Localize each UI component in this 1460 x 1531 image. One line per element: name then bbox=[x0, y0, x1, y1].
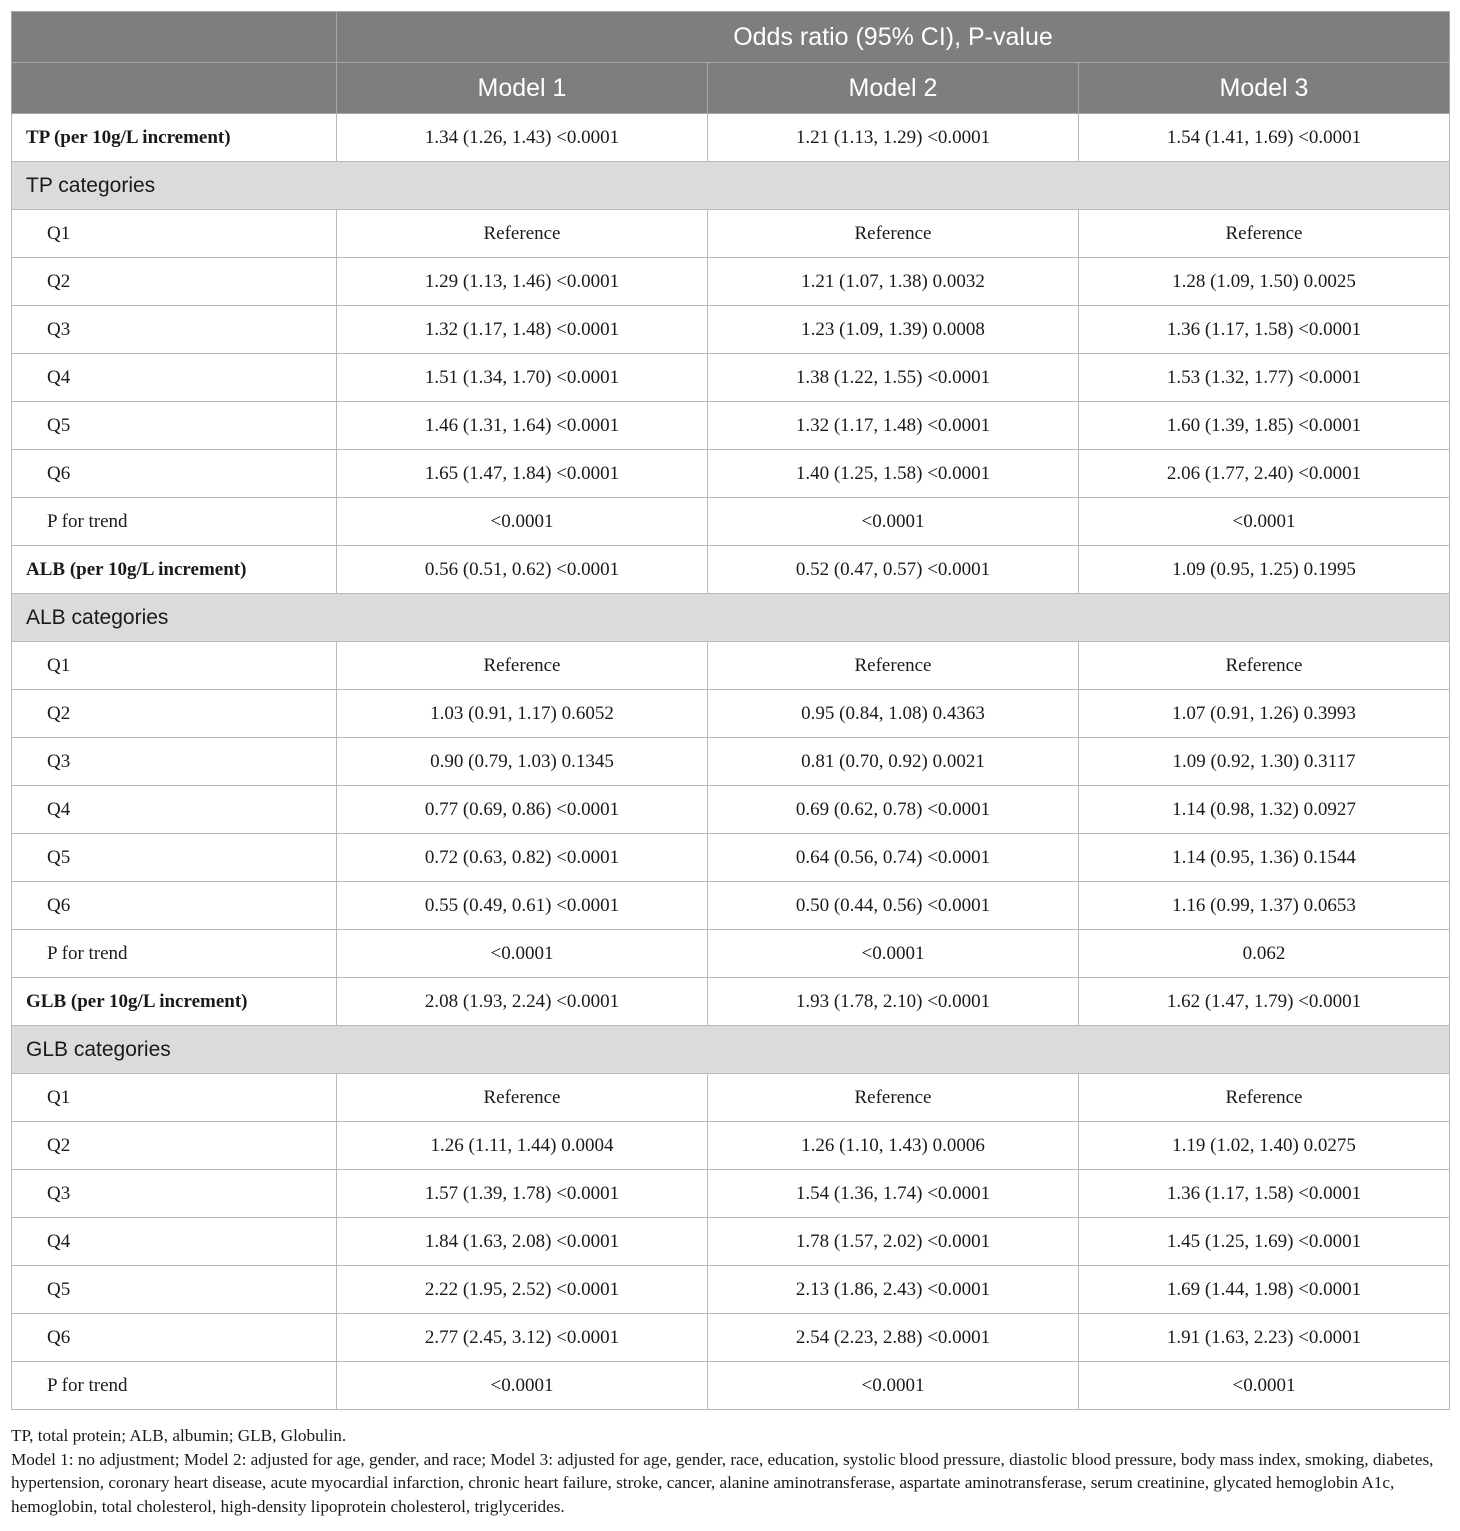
model-3-value: 1.16 (0.99, 1.37) 0.0653 bbox=[1079, 882, 1450, 930]
table-row bbox=[12, 1314, 1450, 1362]
model-1-value: <0.0001 bbox=[337, 1362, 708, 1410]
model-3-value: 1.07 (0.91, 1.26) 0.3993 bbox=[1079, 690, 1450, 738]
model-3-value: Reference bbox=[1079, 210, 1450, 258]
model-3-value: 2.06 (1.77, 2.40) <0.0001 bbox=[1079, 450, 1450, 498]
section-label: TP categories bbox=[12, 162, 1450, 210]
table-row bbox=[12, 1122, 1450, 1170]
model-2-value: 1.23 (1.09, 1.39) 0.0008 bbox=[708, 306, 1079, 354]
row-label: Q5 bbox=[12, 402, 337, 450]
header-row-models bbox=[12, 63, 1450, 114]
section-label: GLB categories bbox=[12, 1026, 1450, 1074]
row-label: ALB (per 10g/L increment) bbox=[12, 546, 337, 594]
model-1-value: 2.22 (1.95, 2.52) <0.0001 bbox=[337, 1266, 708, 1314]
model-1-value: 1.34 (1.26, 1.43) <0.0001 bbox=[337, 114, 708, 162]
footnote-models: Model 1: no adjustment; Model 2: adjusted for age, gender, and race; Model 3: adjusted for age, gender, race, education, systolic blood pressure, diastolic blood pressure, body mass index, smoking, diabetes, hypertension, coronary heart disease, acute myocardial infarction, chronic heart failure, stroke, cancer, alanine aminotransferase, aspartate aminotransferase, serum creatinine, glycated hemoglobin A1c, hemoglobin, total cholesterol, high-density lipoprotein cholesterol, triglycerides. bbox=[11, 1449, 1434, 1516]
table-row bbox=[12, 738, 1450, 786]
footnote-abbreviations: TP, total protein; ALB, albumin; GLB, Globulin. bbox=[11, 1426, 347, 1445]
model-1-value: 1.46 (1.31, 1.64) <0.0001 bbox=[337, 402, 708, 450]
model-2-value: <0.0001 bbox=[708, 1362, 1079, 1410]
table-row bbox=[12, 354, 1450, 402]
row-label: Q2 bbox=[12, 690, 337, 738]
results-table-container bbox=[11, 11, 1449, 1410]
model-3-value: 1.28 (1.09, 1.50) 0.0025 bbox=[1079, 258, 1450, 306]
model-2-value: 1.32 (1.17, 1.48) <0.0001 bbox=[708, 402, 1079, 450]
model-3-value: 1.45 (1.25, 1.69) <0.0001 bbox=[1079, 1218, 1450, 1266]
model-1-value: 0.90 (0.79, 1.03) 0.1345 bbox=[337, 738, 708, 786]
row-label: P for trend bbox=[12, 930, 337, 978]
model-1-value: 1.57 (1.39, 1.78) <0.0001 bbox=[337, 1170, 708, 1218]
row-label: P for trend bbox=[12, 498, 337, 546]
table-footnotes bbox=[11, 1424, 1449, 1518]
model-2-value: 1.54 (1.36, 1.74) <0.0001 bbox=[708, 1170, 1079, 1218]
model-1-value: Reference bbox=[337, 1074, 708, 1122]
model-1-value: 2.08 (1.93, 2.24) <0.0001 bbox=[337, 978, 708, 1026]
model-2-value: Reference bbox=[708, 642, 1079, 690]
header-blank-cell bbox=[12, 12, 337, 63]
row-label: GLB (per 10g/L increment) bbox=[12, 978, 337, 1026]
row-label: Q2 bbox=[12, 1122, 337, 1170]
row-label: P for trend bbox=[12, 1362, 337, 1410]
section-header-row bbox=[12, 162, 1450, 210]
model-3-value: 1.19 (1.02, 1.40) 0.0275 bbox=[1079, 1122, 1450, 1170]
row-label: Q6 bbox=[12, 1314, 337, 1362]
model-3-value: <0.0001 bbox=[1079, 1362, 1450, 1410]
section-header-row bbox=[12, 1026, 1450, 1074]
model-2-value: 2.13 (1.86, 2.43) <0.0001 bbox=[708, 1266, 1079, 1314]
row-label: Q1 bbox=[12, 1074, 337, 1122]
model-3-value: 1.60 (1.39, 1.85) <0.0001 bbox=[1079, 402, 1450, 450]
row-label: Q6 bbox=[12, 450, 337, 498]
header-model-1: Model 1 bbox=[337, 63, 708, 114]
model-2-value: 1.38 (1.22, 1.55) <0.0001 bbox=[708, 354, 1079, 402]
table-row bbox=[12, 306, 1450, 354]
table-row bbox=[12, 786, 1450, 834]
model-1-value: 1.84 (1.63, 2.08) <0.0001 bbox=[337, 1218, 708, 1266]
model-3-value: Reference bbox=[1079, 1074, 1450, 1122]
summary-row bbox=[12, 978, 1450, 1026]
model-2-value: 1.21 (1.07, 1.38) 0.0032 bbox=[708, 258, 1079, 306]
header-blank-cell bbox=[12, 63, 337, 114]
table-row bbox=[12, 258, 1450, 306]
model-2-value: Reference bbox=[708, 1074, 1079, 1122]
table-row bbox=[12, 402, 1450, 450]
table-row bbox=[12, 498, 1450, 546]
model-1-value: 0.55 (0.49, 0.61) <0.0001 bbox=[337, 882, 708, 930]
model-1-value: 0.72 (0.63, 0.82) <0.0001 bbox=[337, 834, 708, 882]
table-header bbox=[12, 12, 1450, 114]
row-label: Q5 bbox=[12, 1266, 337, 1314]
table-row bbox=[12, 1218, 1450, 1266]
table-row bbox=[12, 690, 1450, 738]
row-label: Q3 bbox=[12, 738, 337, 786]
table-row bbox=[12, 1170, 1450, 1218]
model-2-value: 0.81 (0.70, 0.92) 0.0021 bbox=[708, 738, 1079, 786]
model-2-value: 0.64 (0.56, 0.74) <0.0001 bbox=[708, 834, 1079, 882]
row-label: Q6 bbox=[12, 882, 337, 930]
table-row bbox=[12, 1074, 1450, 1122]
model-1-value: 1.32 (1.17, 1.48) <0.0001 bbox=[337, 306, 708, 354]
table-row bbox=[12, 642, 1450, 690]
odds-ratio-table bbox=[11, 11, 1450, 1410]
model-2-value: 1.93 (1.78, 2.10) <0.0001 bbox=[708, 978, 1079, 1026]
row-label: Q3 bbox=[12, 306, 337, 354]
model-3-value: 1.14 (0.95, 1.36) 0.1544 bbox=[1079, 834, 1450, 882]
table-body bbox=[12, 114, 1450, 1410]
model-3-value: 1.09 (0.95, 1.25) 0.1995 bbox=[1079, 546, 1450, 594]
model-1-value: 1.03 (0.91, 1.17) 0.6052 bbox=[337, 690, 708, 738]
header-row-group bbox=[12, 12, 1450, 63]
model-3-value: 1.14 (0.98, 1.32) 0.0927 bbox=[1079, 786, 1450, 834]
summary-row bbox=[12, 546, 1450, 594]
row-label: Q5 bbox=[12, 834, 337, 882]
row-label: Q4 bbox=[12, 1218, 337, 1266]
model-3-value: 1.36 (1.17, 1.58) <0.0001 bbox=[1079, 306, 1450, 354]
model-2-value: 1.40 (1.25, 1.58) <0.0001 bbox=[708, 450, 1079, 498]
table-row bbox=[12, 210, 1450, 258]
model-1-value: 0.56 (0.51, 0.62) <0.0001 bbox=[337, 546, 708, 594]
section-label: ALB categories bbox=[12, 594, 1450, 642]
model-2-value: 1.21 (1.13, 1.29) <0.0001 bbox=[708, 114, 1079, 162]
row-label: Q2 bbox=[12, 258, 337, 306]
model-3-value: 1.69 (1.44, 1.98) <0.0001 bbox=[1079, 1266, 1450, 1314]
model-3-value: 1.54 (1.41, 1.69) <0.0001 bbox=[1079, 114, 1450, 162]
model-1-value: 0.77 (0.69, 0.86) <0.0001 bbox=[337, 786, 708, 834]
model-1-value: <0.0001 bbox=[337, 498, 708, 546]
model-3-value: 1.91 (1.63, 2.23) <0.0001 bbox=[1079, 1314, 1450, 1362]
model-2-value: <0.0001 bbox=[708, 930, 1079, 978]
table-row bbox=[12, 450, 1450, 498]
model-3-value: 1.53 (1.32, 1.77) <0.0001 bbox=[1079, 354, 1450, 402]
model-1-value: 1.26 (1.11, 1.44) 0.0004 bbox=[337, 1122, 708, 1170]
table-row bbox=[12, 1362, 1450, 1410]
table-row bbox=[12, 882, 1450, 930]
model-3-value: 1.09 (0.92, 1.30) 0.3117 bbox=[1079, 738, 1450, 786]
model-1-value: 1.65 (1.47, 1.84) <0.0001 bbox=[337, 450, 708, 498]
model-1-value: Reference bbox=[337, 210, 708, 258]
row-label: Q1 bbox=[12, 210, 337, 258]
model-1-value: 2.77 (2.45, 3.12) <0.0001 bbox=[337, 1314, 708, 1362]
table-row bbox=[12, 834, 1450, 882]
header-group-label: Odds ratio (95% CI), P-value bbox=[337, 12, 1450, 63]
model-3-value: 1.36 (1.17, 1.58) <0.0001 bbox=[1079, 1170, 1450, 1218]
section-header-row bbox=[12, 594, 1450, 642]
model-3-value: 1.62 (1.47, 1.79) <0.0001 bbox=[1079, 978, 1450, 1026]
header-model-2: Model 2 bbox=[708, 63, 1079, 114]
row-label: Q4 bbox=[12, 354, 337, 402]
row-label: Q3 bbox=[12, 1170, 337, 1218]
table-row bbox=[12, 1266, 1450, 1314]
model-3-value: 0.062 bbox=[1079, 930, 1450, 978]
model-2-value: 0.52 (0.47, 0.57) <0.0001 bbox=[708, 546, 1079, 594]
model-1-value: Reference bbox=[337, 642, 708, 690]
header-model-3: Model 3 bbox=[1079, 63, 1450, 114]
model-2-value: <0.0001 bbox=[708, 498, 1079, 546]
model-2-value: Reference bbox=[708, 210, 1079, 258]
model-1-value: <0.0001 bbox=[337, 930, 708, 978]
row-label: TP (per 10g/L increment) bbox=[12, 114, 337, 162]
model-1-value: 1.29 (1.13, 1.46) <0.0001 bbox=[337, 258, 708, 306]
model-2-value: 0.95 (0.84, 1.08) 0.4363 bbox=[708, 690, 1079, 738]
model-2-value: 0.69 (0.62, 0.78) <0.0001 bbox=[708, 786, 1079, 834]
summary-row bbox=[12, 114, 1450, 162]
model-3-value: Reference bbox=[1079, 642, 1450, 690]
model-2-value: 2.54 (2.23, 2.88) <0.0001 bbox=[708, 1314, 1079, 1362]
row-label: Q1 bbox=[12, 642, 337, 690]
row-label: Q4 bbox=[12, 786, 337, 834]
model-2-value: 1.78 (1.57, 2.02) <0.0001 bbox=[708, 1218, 1079, 1266]
model-3-value: <0.0001 bbox=[1079, 498, 1450, 546]
model-1-value: 1.51 (1.34, 1.70) <0.0001 bbox=[337, 354, 708, 402]
model-2-value: 1.26 (1.10, 1.43) 0.0006 bbox=[708, 1122, 1079, 1170]
table-row bbox=[12, 930, 1450, 978]
model-2-value: 0.50 (0.44, 0.56) <0.0001 bbox=[708, 882, 1079, 930]
